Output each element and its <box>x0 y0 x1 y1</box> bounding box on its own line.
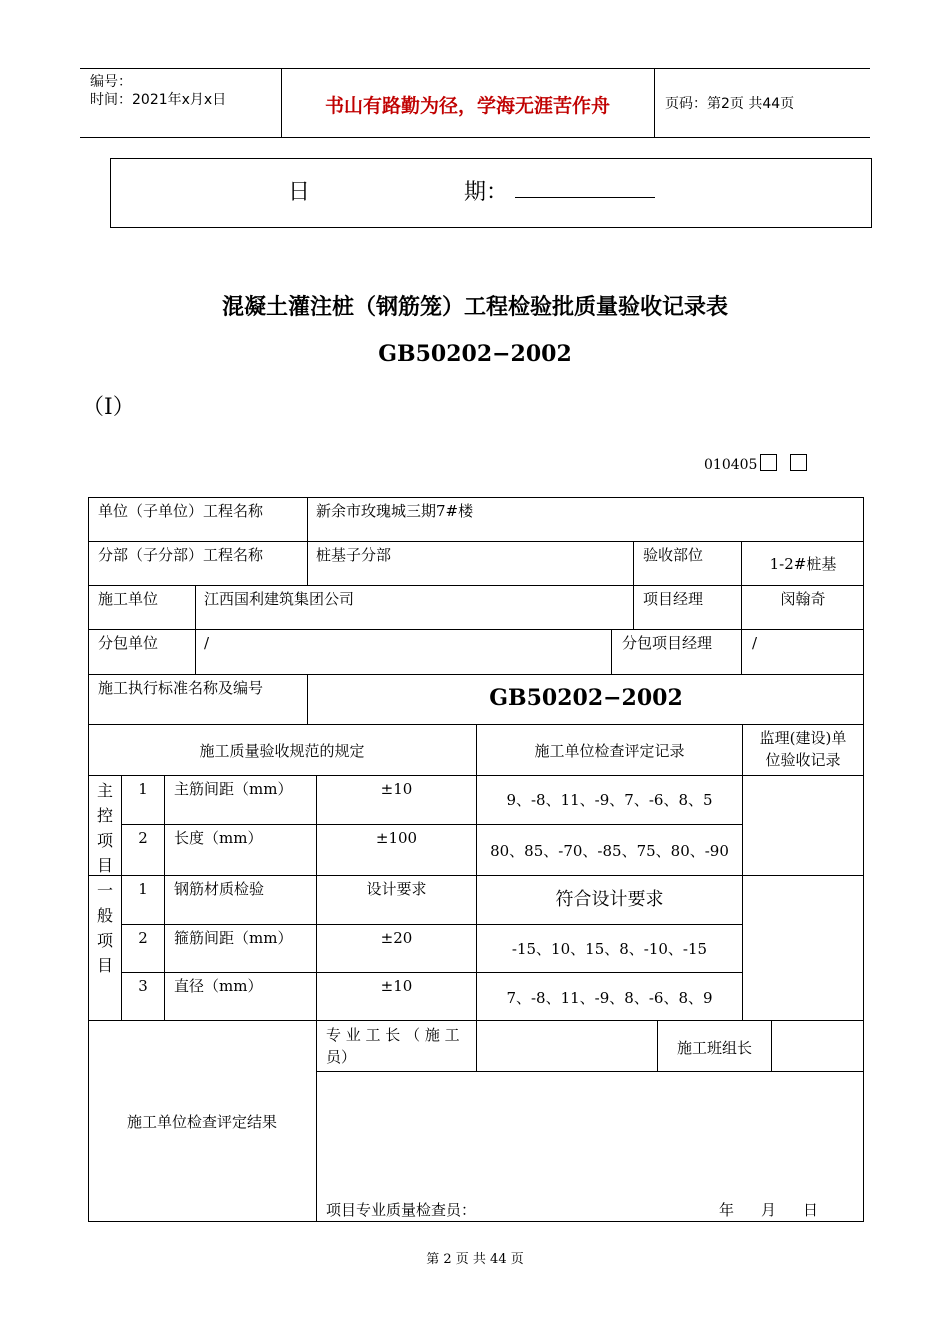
sub-manager-label: 分包项目经理 <box>622 634 713 652</box>
table-rule <box>88 674 864 675</box>
supervisor-header <box>743 727 863 771</box>
table-border <box>88 1221 864 1222</box>
row-no: 1 <box>138 880 148 898</box>
table-rule <box>633 541 634 629</box>
supervisor-header-line1: 监理(建设)单 <box>759 729 847 747</box>
table-rule <box>307 497 308 541</box>
unit-label: 单位（子单位）工程名称 <box>98 502 264 520</box>
page-footer: 第 2 页 共 44 页 <box>426 1252 524 1267</box>
page-header <box>80 68 870 138</box>
header-divider <box>654 69 655 137</box>
standard-value: GB50202−2002 <box>489 685 683 711</box>
main-group-label <box>95 778 115 878</box>
foreman-label-line2: 员） <box>326 1048 357 1066</box>
table-rule <box>164 775 165 1020</box>
date-label-a: 日 <box>288 180 311 205</box>
general-group-label <box>95 878 115 978</box>
sign-month: 月 <box>761 1201 777 1219</box>
general-group-char: 一 <box>96 881 113 900</box>
row-item: 箍筋间距（mm） <box>174 929 293 947</box>
header-page-info: 页码：第2页 共44页 <box>665 96 795 112</box>
header-meta <box>90 73 226 109</box>
row-no: 1 <box>138 780 148 798</box>
general-group-char: 项 <box>96 931 113 950</box>
general-group-char: 般 <box>96 906 113 925</box>
check-header: 施工单位检查评定记录 <box>534 742 685 760</box>
table-rule <box>88 629 864 630</box>
foreman-label-line1: 专 业 工 长 （ 施 工 <box>326 1026 460 1044</box>
general-group-char: 目 <box>96 956 113 975</box>
table-rule <box>121 824 743 825</box>
table-rule <box>741 629 742 674</box>
code-checkbox[interactable] <box>790 454 807 471</box>
sub-label: 分包单位 <box>98 634 159 652</box>
table-rule <box>121 924 743 925</box>
standard-label: 施工执行标准名称及编号 <box>98 679 264 697</box>
supervisor-header-line2: 位验收记录 <box>765 751 841 769</box>
inspector-label: 项目专业质量检查员： <box>326 1201 477 1219</box>
result-label: 施工单位检查评定结果 <box>126 1113 277 1131</box>
date-fill-line <box>515 197 655 198</box>
row-requirement: ±10 <box>380 977 413 995</box>
inspection-table <box>88 497 864 1222</box>
sign-day: 日 <box>803 1201 819 1219</box>
table-rule <box>88 585 864 586</box>
unit-value: 新余市玫瑰城三期7#楼 <box>316 502 474 520</box>
sub-value: / <box>204 634 210 652</box>
row-record: 7、-8、11、-9、8、-6、8、9 <box>506 989 713 1007</box>
main-group-char: 主 <box>96 781 113 800</box>
row-no: 2 <box>138 929 148 947</box>
form-code: 010405 <box>704 457 758 473</box>
row-record: 9、-8、11、-9、7、-6、8、5 <box>506 791 713 809</box>
row-item: 钢筋材质检验 <box>174 880 265 898</box>
date-box <box>110 158 872 228</box>
header-motto: 书山有路勤为径，学海无涯苦作舟 <box>324 95 610 117</box>
main-group-char: 项 <box>96 831 113 850</box>
manager-label: 项目经理 <box>643 590 704 608</box>
part-value: 桩基子分部 <box>316 546 392 564</box>
row-item: 长度（mm） <box>174 829 263 847</box>
row-requirement: ±100 <box>375 829 418 847</box>
sub-manager-value: / <box>752 634 758 652</box>
serial-label: 编号： <box>90 74 132 90</box>
date-label-b: 期： <box>464 180 509 205</box>
row-no: 2 <box>138 829 148 847</box>
table-rule <box>88 541 864 542</box>
code-checkbox[interactable] <box>760 454 777 471</box>
row-record: 80、85、-70、-85、75、80、-90 <box>490 842 729 860</box>
main-group-char: 控 <box>96 806 113 825</box>
row-no: 3 <box>138 977 148 995</box>
row-item: 直径（mm） <box>174 977 263 995</box>
part-label: 分部（子分部）工程名称 <box>98 546 264 564</box>
manager-value: 闵翰奇 <box>780 590 826 608</box>
table-rule <box>771 1020 772 1071</box>
row-record: -15、10、15、8、-10、-15 <box>511 940 708 958</box>
row-requirement: ±20 <box>380 929 413 947</box>
table-rule <box>316 1071 864 1072</box>
table-rule <box>307 541 308 585</box>
main-group-char: 目 <box>96 856 113 875</box>
table-rule <box>476 724 477 1020</box>
row-requirement: 设计要求 <box>366 880 427 898</box>
row-requirement: ±10 <box>380 780 413 798</box>
row-record: 符合设计要求 <box>555 889 664 910</box>
page-title: 混凝土灌注桩（钢筋笼）工程检验批质量验收记录表 <box>221 294 728 320</box>
construct-value: 江西国利建筑集团公司 <box>204 590 355 608</box>
accept-part-value: 1-2#桩基 <box>769 555 837 573</box>
table-rule <box>195 585 196 674</box>
page-subtitle: GB50202−2002 <box>378 341 572 367</box>
table-rule <box>476 1020 477 1071</box>
foreman-label <box>326 1024 470 1068</box>
spec-header: 施工质量验收规范的规定 <box>199 742 365 760</box>
accept-part-label: 验收部位 <box>643 546 704 564</box>
time-label: 时间：2021年x月x日 <box>90 92 227 108</box>
section-number: （Ⅰ） <box>82 395 135 420</box>
table-rule <box>611 629 612 674</box>
table-border <box>88 497 864 498</box>
team-leader-label: 施工班组长 <box>676 1039 752 1057</box>
row-item: 主筋间距（mm） <box>174 780 293 798</box>
table-rule <box>121 972 743 973</box>
construct-label: 施工单位 <box>98 590 159 608</box>
sign-year: 年 <box>719 1201 735 1219</box>
